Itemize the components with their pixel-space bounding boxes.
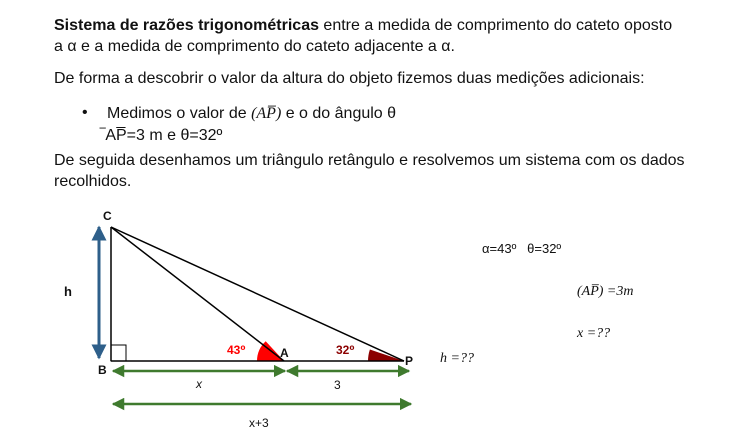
angle-alpha-label: 43⁰ xyxy=(227,343,246,357)
bullet-marker: • xyxy=(82,104,88,121)
h-unknown-note: h =?? xyxy=(440,351,474,366)
ap-note: (AP̅) =3m xyxy=(577,284,634,299)
x-unknown-note: x =?? xyxy=(577,326,611,341)
procedure-line-2: recolhidos. xyxy=(54,173,132,190)
vertex-a-label: A xyxy=(280,346,289,360)
bullet-line-2: ‾AP̅=3 m e θ=32º xyxy=(100,127,223,144)
angle-theta-label: 32⁰ xyxy=(336,343,355,357)
intro-line-1-rest: entre a medida de comprimento do cateto oposto xyxy=(318,17,673,34)
measurement-intro: De forma a descobrir o valor da altura do objeto fizemos duas medições adicionais: xyxy=(54,70,645,87)
vertex-b-label: B xyxy=(98,363,107,377)
angles-note: α=43º θ=32º xyxy=(482,241,562,256)
intro-line-2: a α e a medida de comprimento do cateto adjacente a α. xyxy=(54,38,455,55)
height-label: h xyxy=(64,284,72,299)
vertex-p-label: P xyxy=(405,354,414,368)
bullet-line-1-tail: e o do ângulo θ xyxy=(281,105,397,122)
vertex-c-label: C xyxy=(103,209,112,223)
dimension-total-label: x+3 xyxy=(249,416,269,430)
bullet-line-1-text: Medimos o valor de xyxy=(107,105,252,122)
dimension-x-label: x xyxy=(196,377,202,391)
procedure-line-1: De seguida desenhamos um triângulo retângulo e resolvemos um sistema com os dados xyxy=(54,152,685,169)
ap-segment-math: (AP̅) xyxy=(251,105,282,122)
bold-term: Sistema de razões trigonométricas xyxy=(54,17,319,34)
dimension-3-label: 3 xyxy=(334,378,341,392)
right-angle-marker xyxy=(111,345,126,361)
